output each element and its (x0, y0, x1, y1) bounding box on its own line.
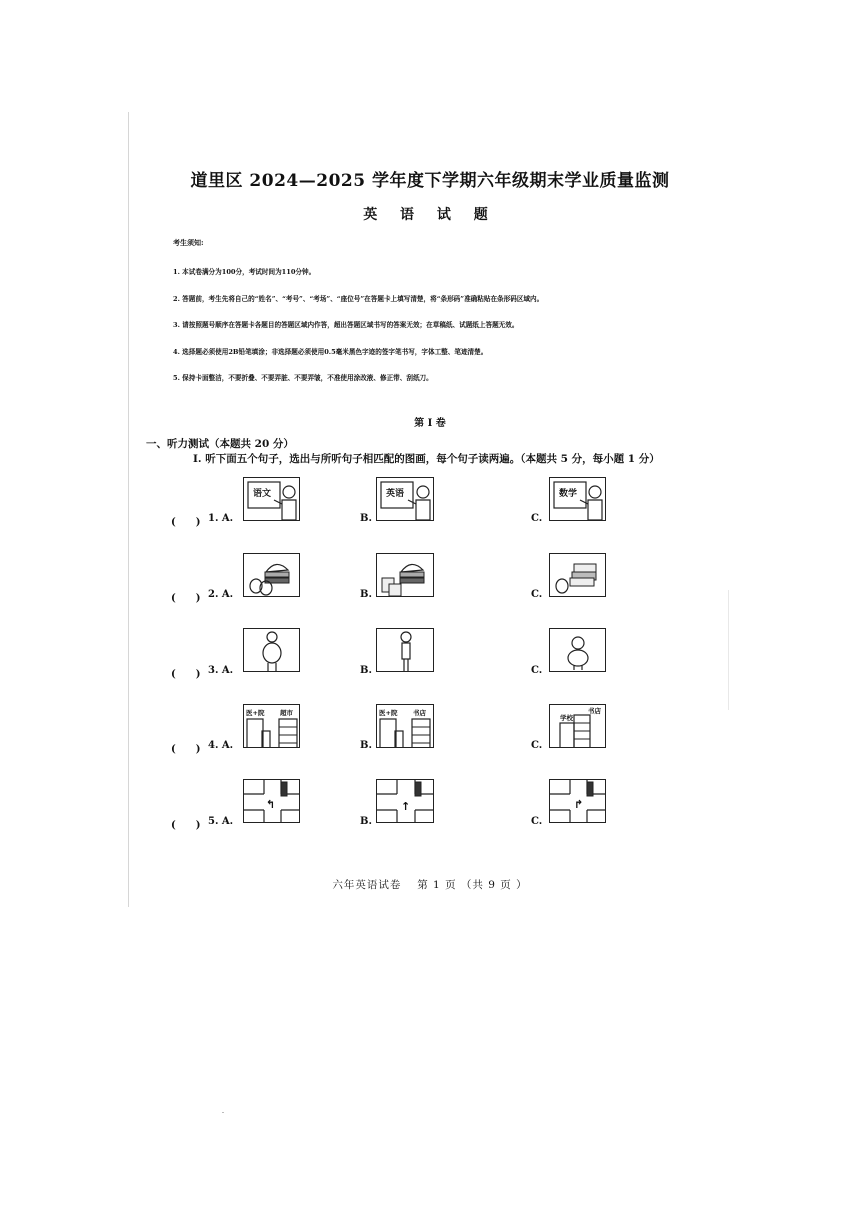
question-3-option-c-label: C. (531, 665, 543, 676)
notice-item-5: 5. 保持卡面整洁，不要折叠、不要弄脏、不要弄皱，不准使用涂改液、修正带、刮纸刀。 (173, 374, 433, 382)
question-5-option-c-label: C. (531, 816, 543, 827)
building-sign: 医+院 (246, 709, 265, 717)
listening-instruction: I. 听下面五个句子，选出与所听句子相匹配的图画，每个句子读两遍。（本题共 5 分，每小题 1 分） (193, 453, 660, 465)
hospital-supermarket-picture[interactable] (243, 704, 300, 748)
short-person-picture[interactable] (549, 628, 606, 672)
question-2-option-a-label: 2. A. (208, 589, 234, 600)
question-1-option-b-label: B. (360, 513, 372, 524)
hospital-bookstore-picture[interactable] (376, 704, 434, 748)
question-5-option-a-label: 5. A. (208, 816, 234, 827)
straight-arrow-icon: ↑ (401, 800, 411, 813)
turn-left-picture[interactable] (243, 779, 300, 823)
subject-sign: 数学 (559, 489, 578, 499)
building-sign: 书店 (588, 707, 601, 715)
teacher-english-picture[interactable] (376, 477, 434, 521)
question-4-option-c-label: C. (531, 740, 543, 751)
notice-item-2: 2. 答题前，考生先将自己的“姓名”、“考号”、“考场”、“座位号”在答题卡上填写清楚，将“条形码”准确粘贴在条形码区域内。 (173, 295, 544, 303)
building-sign: 医+院 (379, 709, 398, 717)
turn-right-picture[interactable] (549, 779, 606, 823)
scan-speck (222, 1112, 224, 1113)
question-3-option-a-label: 3. A. (208, 665, 234, 676)
bread-egg-picture[interactable] (549, 553, 606, 597)
page-margin-line (128, 112, 129, 907)
school-bookstore-picture[interactable] (549, 704, 606, 748)
question-2-option-b-label: B. (360, 589, 372, 600)
answer-blank[interactable]: ( ) (171, 669, 201, 680)
question-3-option-b-label: B. (360, 665, 372, 676)
question-2-option-c-label: C. (531, 589, 543, 600)
page-edge-shadow (728, 590, 729, 710)
question-4-option-a-label: 4. A. (208, 740, 234, 751)
building-sign: 书店 (413, 709, 426, 717)
notice-item-3: 3. 请按照题号顺序在答题卡各题目的答题区域内作答，超出答题区域书写的答案无效；在草稿纸、试题纸上答题无效。 (173, 321, 519, 329)
section-heading: 一、听力测试（本题共 20 分） (146, 438, 294, 450)
turn-right-arrow-icon: ↱ (574, 798, 584, 811)
thin-person-picture[interactable] (376, 628, 434, 672)
page-footer: 六年英语试卷 第 1 页 （共 9 页 ） (332, 879, 528, 891)
hamburger-bread-picture[interactable] (376, 553, 434, 597)
go-straight-picture[interactable] (376, 779, 434, 823)
question-4-option-b-label: B. (360, 740, 372, 751)
teacher-chinese-picture[interactable] (243, 477, 300, 521)
building-sign: 学校 (560, 714, 573, 722)
building-sign: 超市 (280, 709, 293, 717)
notice-item-1: 1. 本试卷满分为100分，考试时间为110分钟。 (173, 268, 316, 276)
answer-blank[interactable]: ( ) (171, 820, 201, 831)
answer-blank[interactable]: ( ) (171, 517, 201, 528)
volume-heading: 第 I 卷 (414, 418, 446, 429)
notice-item-4: 4. 选择题必须使用2B铅笔填涂；非选择题必须使用0.5毫米黑色字迹的签字笔书写，字体工整、笔迹清楚。 (173, 348, 488, 356)
subject-sign: 语文 (253, 489, 272, 499)
question-1-option-a-label: 1. A. (208, 513, 234, 524)
subject-sign: 英语 (386, 489, 405, 499)
notice-heading: 考生须知: (173, 238, 204, 247)
exam-subtitle: 英 语 试 题 (363, 207, 497, 223)
exam-title: 道里区 2024—2025 学年度下学期六年级期末学业质量监测 (190, 171, 670, 191)
turn-left-arrow-icon: ↰ (266, 798, 276, 811)
tall-person-picture[interactable] (243, 628, 300, 672)
question-5-option-b-label: B. (360, 816, 372, 827)
question-1-option-c-label: C. (531, 513, 543, 524)
teacher-math-picture[interactable] (549, 477, 606, 521)
answer-blank[interactable]: ( ) (171, 744, 201, 755)
hamburger-egg-picture[interactable] (243, 553, 300, 597)
answer-blank[interactable]: ( ) (171, 593, 201, 604)
